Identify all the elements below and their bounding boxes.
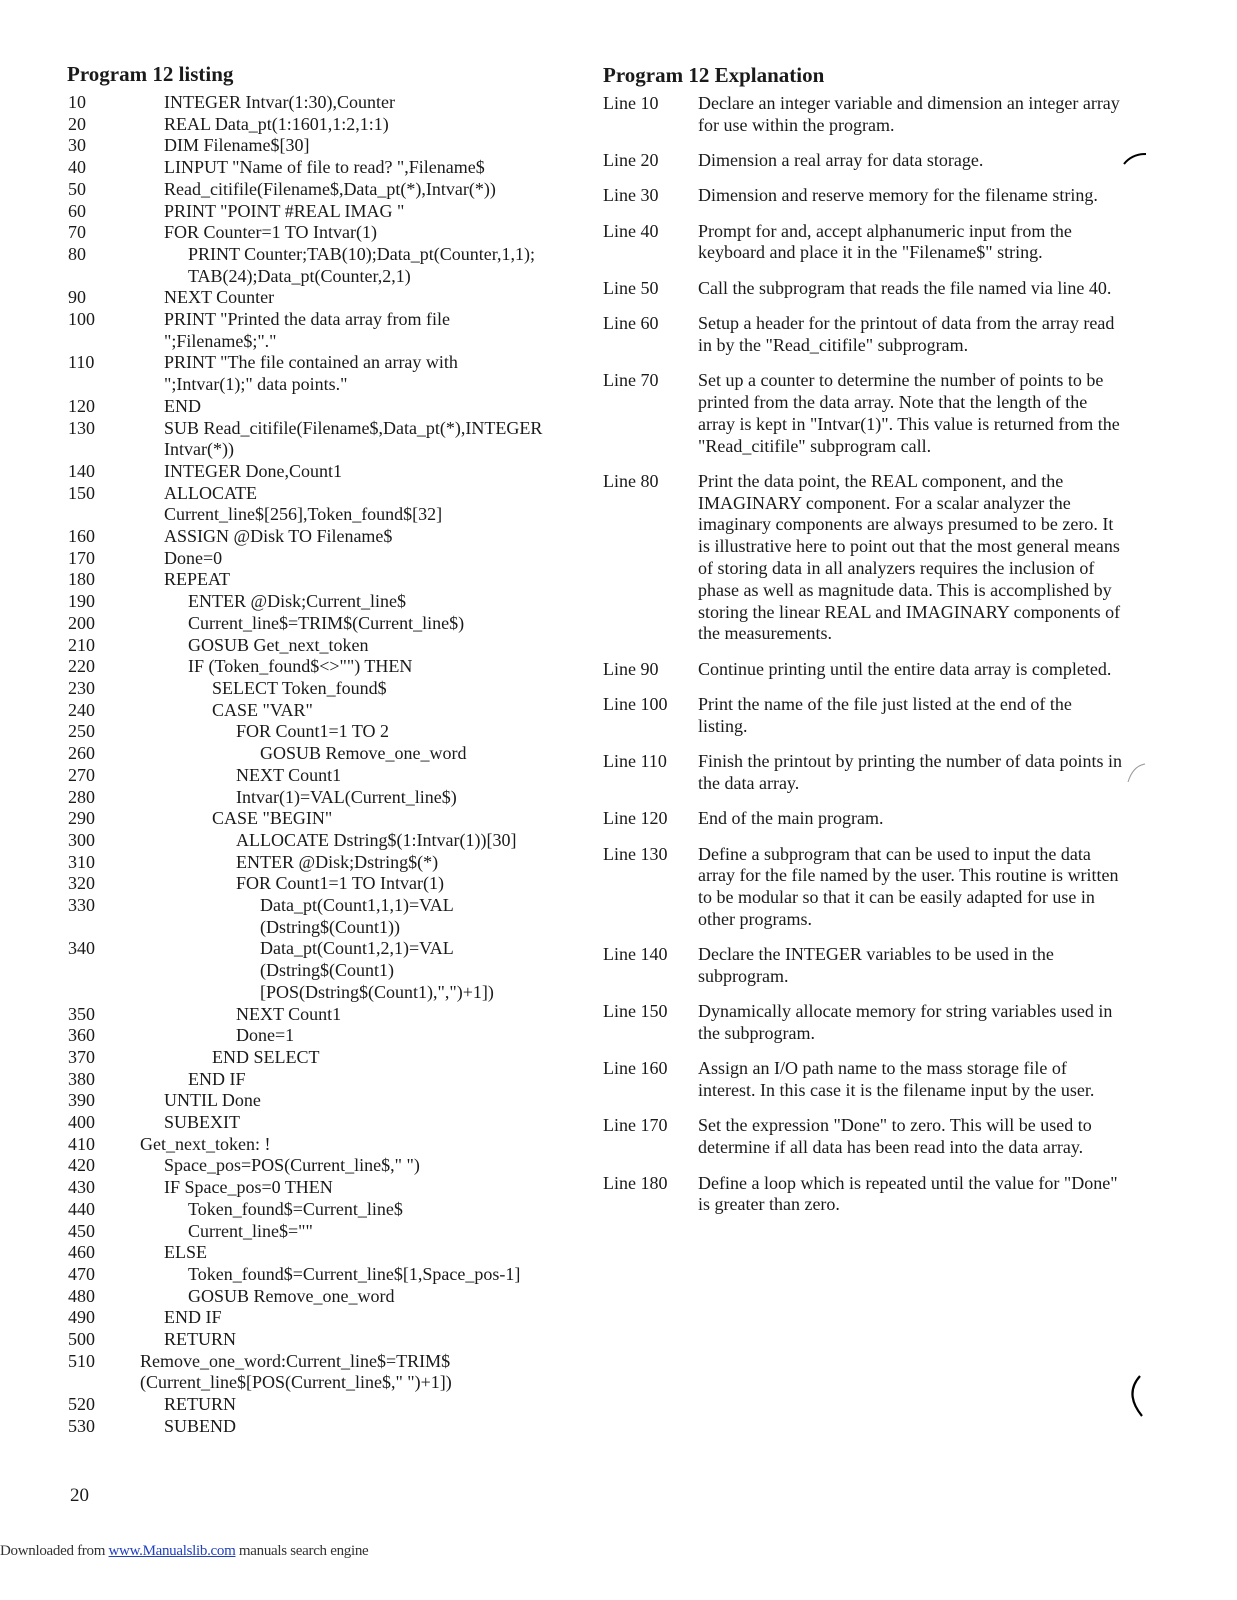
line-code: ALLOCATE [164, 482, 257, 503]
listing-line [68, 396, 598, 418]
listing-line [68, 1329, 598, 1351]
line-code: Data_pt(Count1,1,1)=VAL [260, 895, 454, 916]
listing-line [68, 938, 598, 960]
explanation-text: Dimension a real array for data storage. [698, 150, 984, 171]
line-code: (Dstring$(Count1) [260, 960, 394, 981]
line-code: ";Intvar(1);" data points." [164, 374, 348, 395]
line-number: 270 [68, 764, 95, 785]
line-number: 150 [68, 482, 95, 503]
explanation-text: Continue printing until the entire data array is completed. [698, 658, 1112, 679]
explanation-entry [603, 185, 1123, 207]
line-number: 360 [68, 1025, 95, 1046]
explanation-entry [603, 150, 1123, 172]
program-listing [68, 92, 598, 1438]
explanation-entry [603, 751, 1123, 795]
line-code: LINPUT "Name of file to read? ",Filename$ [164, 157, 485, 178]
listing-line [68, 439, 598, 461]
listing-line [68, 1286, 598, 1308]
listing-line [68, 960, 598, 982]
listing-line [68, 157, 598, 179]
line-code: (Dstring$(Count1)) [260, 916, 400, 937]
listing-line [68, 352, 598, 374]
explanation-line-label: Line 10 [603, 93, 659, 113]
explanation-line-label: Line 110 [603, 751, 667, 772]
line-code: PRINT "The file contained an array with [164, 352, 458, 373]
explanation-entry [603, 1173, 1123, 1217]
line-code: IF Space_pos=0 THEN [164, 1177, 333, 1198]
line-code: REPEAT [164, 569, 231, 590]
listing-line [68, 656, 598, 678]
line-code: PRINT "Printed the data array from file [164, 309, 450, 330]
line-code: END [164, 395, 201, 416]
line-number [68, 331, 118, 353]
line-number: 490 [68, 1307, 95, 1328]
listing-line [68, 331, 598, 353]
listing-line [68, 1394, 598, 1416]
line-number: 110 [68, 352, 95, 373]
line-number: 510 [68, 1350, 95, 1371]
explanation-line-label: Line 180 [603, 1172, 668, 1193]
line-code: ALLOCATE Dstring$(1:Intvar(1))[30] [236, 829, 517, 850]
listing-title: Program 12 listing [67, 62, 234, 86]
explanation-line-label: Line 70 [603, 370, 659, 391]
line-code: GOSUB Remove_one_word [260, 743, 467, 764]
explanation-text: Setup a header for the printout of data from the array read in by the "Read_citifile" subprogram. [698, 313, 1115, 355]
line-number: 220 [68, 656, 95, 677]
listing-line [68, 1372, 598, 1394]
line-code: GOSUB Get_next_token [188, 634, 369, 655]
line-code: Intvar(1)=VAL(Current_line$) [236, 786, 457, 807]
listing-line [68, 1242, 598, 1264]
line-number: 210 [68, 634, 95, 655]
explanation-entry [603, 1058, 1123, 1102]
line-number: 130 [68, 417, 95, 438]
line-code: PRINT "POINT #REAL IMAG " [164, 200, 405, 221]
listing-line [68, 1090, 598, 1112]
line-code: Done=0 [164, 547, 223, 568]
line-code: Space_pos=POS(Current_line$," ") [164, 1155, 420, 1176]
listing-line [68, 1047, 598, 1069]
explanation-line-label: Line 40 [603, 220, 659, 241]
line-code: Token_found$=Current_line$ [188, 1198, 403, 1219]
line-code: FOR Count1=1 TO Intvar(1) [236, 873, 444, 894]
line-number: 50 [68, 178, 86, 199]
listing-line [68, 635, 598, 657]
explanation-line-label: Line 90 [603, 658, 659, 679]
listing-line [68, 548, 598, 570]
listing-line [68, 179, 598, 201]
line-number: 160 [68, 526, 95, 547]
explanation-line-label: Line 60 [603, 313, 659, 334]
listing-line [68, 1221, 598, 1243]
line-number: 350 [68, 1003, 95, 1024]
explanation-line-label: Line 80 [603, 470, 659, 491]
line-number: 90 [68, 287, 86, 308]
explanation-line-label: Line 150 [603, 1001, 668, 1022]
explanation-entry [603, 93, 1123, 137]
listing-line [68, 613, 598, 635]
listing-line [68, 569, 598, 591]
explanation-text: Define a subprogram that can be used to input the data array for the file named by the user. This routine is written to be modular so that it can be easily adapted for use in other programs. [698, 843, 1119, 929]
line-code: FOR Counter=1 TO Intvar(1) [164, 222, 377, 243]
listing-line [68, 244, 598, 266]
line-code: END SELECT [212, 1046, 320, 1067]
line-number: 290 [68, 808, 95, 829]
line-code: SUBEND [164, 1415, 237, 1436]
listing-line [68, 1025, 598, 1047]
explanation-line-label: Line 100 [603, 694, 668, 715]
explanation-text: Define a loop which is repeated until the value for "Done" is greater than zero. [698, 1172, 1118, 1215]
line-code: REAL Data_pt(1:1601,1:2,1:1) [164, 113, 389, 134]
explanation-text: Dynamically allocate memory for string variables used in the subprogram. [698, 1001, 1113, 1044]
line-number [68, 374, 118, 396]
line-number: 280 [68, 786, 95, 807]
line-number: 200 [68, 612, 95, 633]
line-code: Current_line$="" [188, 1220, 313, 1241]
line-code: ENTER @Disk;Current_line$ [188, 591, 407, 612]
line-code: NEXT Count1 [236, 1003, 342, 1024]
line-number: 400 [68, 1112, 95, 1133]
line-code: Token_found$=Current_line$[1,Space_pos-1] [188, 1263, 521, 1284]
line-number [68, 1372, 118, 1394]
listing-line [68, 1307, 598, 1329]
line-number: 240 [68, 699, 95, 720]
listing-line [68, 266, 598, 288]
line-number: 250 [68, 721, 95, 742]
manualslib-link[interactable]: www.Manualslib.com [108, 1543, 236, 1559]
explanation-text: End of the main program. [698, 808, 884, 829]
line-code: FOR Count1=1 TO 2 [236, 721, 390, 742]
line-number: 140 [68, 460, 95, 481]
line-code: TAB(24);Data_pt(Counter,2,1) [188, 265, 411, 286]
line-code: CASE "BEGIN" [212, 808, 333, 829]
line-number: 450 [68, 1220, 95, 1241]
explanation-entry [603, 1115, 1123, 1159]
listing-line [68, 700, 598, 722]
listing-line [68, 374, 598, 396]
listing-line [68, 1177, 598, 1199]
line-code: ASSIGN @Disk TO Filename$ [164, 526, 393, 547]
explanation-text: Set up a counter to determine the number of points to be printed from the data array. Note that the length of the array is kept in "Intvar(1)". This value is returned from the "Read_citifile" subprogram call. [698, 370, 1120, 456]
scan-mark-icon [1120, 150, 1150, 190]
line-number: 10 [68, 92, 86, 112]
explanation-text: Declare an integer variable and dimension an integer array for use within the program. [698, 93, 1120, 135]
listing-line [68, 135, 598, 157]
explanation-text: Print the data point, the REAL component, and the IMAGINARY component. For a scalar analyzer the imaginary components are always presumed to be zero. It is illustrative here to point out that the most general means of storing data in all analyzers requires the inclusion of phase as well as magnitude data. This is accomplished by storing the linear REAL and IMAGINARY components of the measurements. [698, 470, 1121, 644]
listing-line [68, 787, 598, 809]
explanation-entry [603, 659, 1123, 681]
explanation-line-label: Line 130 [603, 843, 668, 864]
line-number: 480 [68, 1285, 95, 1306]
line-number: 320 [68, 873, 95, 894]
listing-line [68, 808, 598, 830]
line-code: RETURN [164, 1394, 236, 1415]
scan-bracket-icon [1118, 1372, 1158, 1422]
listing-line [68, 309, 598, 331]
line-code: PRINT Counter;TAB(10);Data_pt(Counter,1,1); [188, 243, 535, 264]
listing-line [68, 114, 598, 136]
line-number [68, 960, 118, 982]
listing-line [68, 1112, 598, 1134]
listing-line [68, 201, 598, 223]
listing-line [68, 1351, 598, 1373]
explanation-line-label: Line 170 [603, 1115, 668, 1136]
listing-line [68, 526, 598, 548]
line-code: RETURN [164, 1329, 236, 1350]
line-code: Current_line$[256],Token_found$[32] [164, 504, 443, 525]
explanation-entry [603, 278, 1123, 300]
listing-line [68, 222, 598, 244]
listing-line [68, 591, 598, 613]
listing-line [68, 721, 598, 743]
line-number: 310 [68, 851, 95, 872]
program-explanation [603, 93, 1123, 1230]
line-number: 530 [68, 1415, 95, 1436]
line-code: IF (Token_found$<>"") THEN [188, 656, 413, 677]
line-code: INTEGER Done,Count1 [164, 460, 342, 481]
line-number: 230 [68, 677, 95, 698]
explanation-text: Dimension and reserve memory for the filename string. [698, 185, 1098, 206]
explanation-entry [603, 1001, 1123, 1045]
explanation-text: Print the name of the file just listed at the end of the listing. [698, 694, 1072, 736]
line-code: ENTER @Disk;Dstring$(*) [236, 851, 439, 872]
line-number: 520 [68, 1394, 95, 1415]
line-code: Read_citifile(Filename$,Data_pt(*),Intvar(*)) [164, 178, 496, 199]
line-number: 70 [68, 222, 86, 243]
line-code: CASE "VAR" [212, 699, 313, 720]
listing-line [68, 418, 598, 440]
listing-line [68, 678, 598, 700]
line-number: 120 [68, 395, 95, 416]
line-number [68, 266, 118, 288]
listing-line [68, 483, 598, 505]
explanation-entry [603, 844, 1123, 931]
explanation-line-label: Line 160 [603, 1058, 668, 1079]
download-footer [0, 1543, 368, 1560]
explanation-text: Set the expression "Done" to zero. This will be used to determine if all data has been read into the data array. [698, 1115, 1092, 1158]
line-code: Intvar(*)) [164, 439, 234, 460]
line-number: 260 [68, 743, 95, 764]
listing-line [68, 982, 598, 1004]
explanation-text: Call the subprogram that reads the file named via line 40. [698, 277, 1112, 298]
line-number [68, 917, 118, 939]
explanation-entry [603, 808, 1123, 830]
line-number: 80 [68, 243, 86, 264]
footer-prefix: Downloaded from [0, 1543, 109, 1559]
listing-line [68, 1199, 598, 1221]
line-number: 100 [68, 309, 95, 330]
explanation-text: Finish the printout by printing the number of data points in the data array. [698, 751, 1122, 793]
line-code: END IF [164, 1307, 222, 1328]
line-code: INTEGER Intvar(1:30),Counter [164, 92, 395, 112]
listing-line [68, 1264, 598, 1286]
explanation-line-label: Line 140 [603, 944, 668, 965]
explanation-text: Assign an I/O path name to the mass storage file of interest. In this case it is the filename input by the user. [698, 1058, 1095, 1101]
explanation-entry [603, 370, 1123, 457]
line-code: SUB Read_citifile(Filename$,Data_pt(*),INTEGER [164, 417, 543, 438]
line-number: 170 [68, 547, 95, 568]
listing-line [68, 461, 598, 483]
listing-line [68, 1004, 598, 1026]
footer-suffix: manuals search engine [235, 1543, 369, 1559]
explanation-entry [603, 694, 1123, 738]
line-number: 410 [68, 1133, 95, 1154]
listing-line [68, 504, 598, 526]
line-number: 190 [68, 591, 95, 612]
line-code: Get_next_token: ! [140, 1133, 271, 1154]
line-code: ";Filename$;"." [164, 330, 277, 351]
line-code: END IF [188, 1068, 246, 1089]
line-code: NEXT Counter [164, 287, 275, 308]
line-number: 330 [68, 895, 95, 916]
listing-line [68, 743, 598, 765]
line-number: 380 [68, 1068, 95, 1089]
line-number: 30 [68, 135, 86, 156]
listing-line [68, 1134, 598, 1156]
explanation-entry [603, 313, 1123, 357]
line-code: NEXT Count1 [236, 764, 342, 785]
explanation-title: Program 12 Explanation [603, 63, 825, 87]
listing-line [68, 1069, 598, 1091]
line-code: (Current_line$[POS(Current_line$," ")+1]) [140, 1372, 452, 1393]
line-code: SUBEXIT [164, 1112, 240, 1133]
explanation-text: Declare the INTEGER variables to be used in the subprogram. [698, 944, 1054, 986]
line-number: 60 [68, 200, 86, 221]
scan-speck-icon [1125, 760, 1150, 790]
line-code: [POS(Dstring$(Count1),",")+1]) [260, 981, 494, 1002]
line-number: 440 [68, 1198, 95, 1219]
line-number: 40 [68, 157, 86, 178]
explanation-line-label: Line 120 [603, 808, 668, 829]
listing-line [68, 917, 598, 939]
listing-line [68, 830, 598, 852]
line-number [68, 504, 118, 526]
listing-line [68, 1155, 598, 1177]
line-code: GOSUB Remove_one_word [188, 1285, 395, 1306]
line-number [68, 439, 118, 461]
page-number: 20 [70, 1485, 89, 1506]
explanation-line-label: Line 50 [603, 277, 659, 298]
line-number: 420 [68, 1155, 95, 1176]
line-number: 390 [68, 1090, 95, 1111]
line-code: ELSE [164, 1242, 207, 1263]
explanation-entry [603, 944, 1123, 988]
line-code: DIM Filename$[30] [164, 135, 310, 156]
line-code: Data_pt(Count1,2,1)=VAL [260, 938, 454, 959]
listing-line [68, 1416, 598, 1438]
line-number: 430 [68, 1177, 95, 1198]
listing-line [68, 895, 598, 917]
listing-line [68, 765, 598, 787]
line-code: Current_line$=TRIM$(Current_line$) [188, 612, 465, 633]
line-number: 470 [68, 1263, 95, 1284]
explanation-entry [603, 221, 1123, 265]
explanation-entry [603, 471, 1123, 645]
listing-line [68, 92, 598, 114]
line-code: Remove_one_word:Current_line$=TRIM$ [140, 1350, 451, 1371]
line-number: 460 [68, 1242, 95, 1263]
listing-line [68, 873, 598, 895]
line-number: 180 [68, 569, 95, 590]
line-code: UNTIL Done [164, 1090, 261, 1111]
listing-line [68, 287, 598, 309]
explanation-line-label: Line 20 [603, 150, 659, 171]
line-number: 370 [68, 1046, 95, 1067]
line-code: SELECT Token_found$ [212, 677, 387, 698]
explanation-line-label: Line 30 [603, 185, 659, 206]
line-number: 340 [68, 938, 95, 959]
line-number: 20 [68, 113, 86, 134]
explanation-text: Prompt for and, accept alphanumeric input from the keyboard and place it in the "Filename$" string. [698, 220, 1072, 263]
line-number [68, 982, 118, 1004]
line-code: Done=1 [236, 1025, 295, 1046]
line-number: 300 [68, 829, 95, 850]
line-number: 500 [68, 1329, 95, 1350]
listing-line [68, 852, 598, 874]
